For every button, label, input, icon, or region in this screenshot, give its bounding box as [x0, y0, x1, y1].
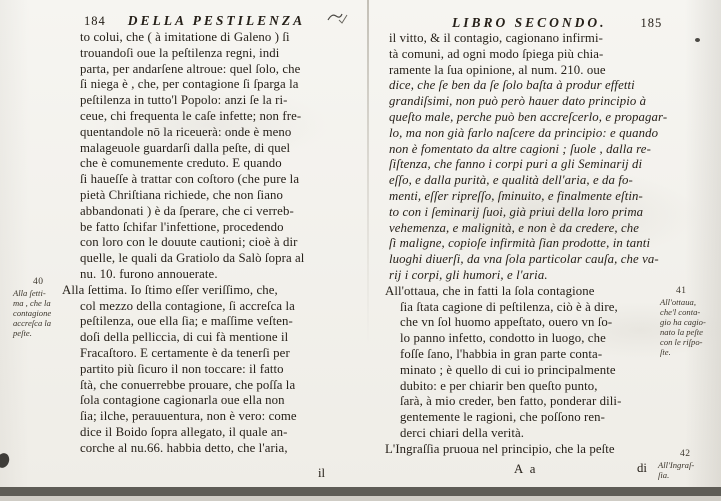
gutter-crease [367, 0, 369, 345]
text-line: che è comunemente creduto. E quando [80, 156, 282, 171]
text-line: lo panno infetto, condotto in luogo, che [400, 331, 606, 346]
margin-note-number: 40 [33, 277, 44, 287]
text-line: tà comuni, ad ogni modo ſpiega più chia- [389, 46, 604, 61]
text-line: quelle, le quali da Gratiolo da Salò ſopra al [80, 251, 305, 266]
text-line: Alla ſettima. Io ſtimo eſſer veriſſimo, che, [62, 282, 278, 297]
signature-mark: A a [514, 462, 538, 476]
catchword-left: il [318, 466, 326, 480]
text-line: il vitto, & il contagio, cagionano infirmi- [389, 31, 603, 45]
running-head-right [452, 15, 662, 31]
page-number-left: 184 [84, 14, 106, 28]
text-line: ſi niega è , che, per contagione ſi ſparga la [80, 77, 299, 92]
margin-note-40 [13, 277, 73, 338]
text-line: ſola contagione cagionarla oue ella non [80, 393, 285, 408]
text-line: ſia. [658, 470, 670, 480]
text-line: All'ottaua, che in fatti la ſola contagione [385, 283, 595, 298]
text-line: quentandole nō la riceuerà: onde è meno [80, 124, 292, 139]
text-line: nato la peſte [660, 327, 703, 337]
check-mark [338, 14, 348, 24]
text-line: L'Ingraſſia pruoua nel principio, che la peſte [385, 441, 615, 456]
text-line: ſtà, che conuerrebbe prouare, che poſſa la [80, 377, 296, 392]
text-line: All'ottaua, [660, 297, 696, 307]
text-line: derci chiari della verità. [400, 425, 525, 440]
text-line: malageuole guardarſi dalla peſte, di quel [80, 140, 291, 155]
text-line: ſarà, à mio creder, ben fatto, ponderar dili- [400, 394, 622, 409]
margin-note-number: 42 [680, 449, 691, 459]
running-head-title-right: LIBRO SECONDO. [452, 15, 607, 30]
margin-note-text [658, 460, 718, 480]
text-line: luoghi diuerſi, da vna ſola particolar cauſa, che va- [389, 252, 659, 267]
text-line: dice il Boido ſopra allegato, il quale an- [80, 424, 288, 439]
body-text-left [60, 30, 362, 457]
margin-note-number: 41 [676, 286, 687, 296]
text-line: ſte. [660, 347, 671, 357]
text-line: dubito: e per chiarir ben queſto punto, [400, 378, 598, 393]
text-line: accreſca la [13, 318, 52, 328]
text-line: grandiſsimi, non può però hauer dato principio à [389, 94, 647, 109]
text-line: be fatto ſchifar l'infettione, procedendo [80, 219, 284, 234]
text-line: Alla ſetti- [13, 288, 46, 298]
text-line: che vn ſol huomo appeſtato, ouero vn ſo- [400, 315, 613, 330]
text-line: ſia ſtata cagione di peſtilenza, ciò è à dire, [400, 299, 618, 314]
scan-background-strip [0, 496, 721, 501]
catchword-right: di [637, 461, 647, 475]
text-line: ſia; ilche, perauuentura, non è vero: come [80, 409, 297, 424]
text-line: ma , che la [13, 298, 51, 308]
text-line: contagione [13, 308, 52, 318]
page-edge-shadow [0, 487, 721, 496]
text-line: ſiſtenza, che fanno i corpi puri a gli Seminarij di [389, 157, 643, 172]
running-head-left [84, 13, 305, 29]
text-line: peſtilenza, oue ella ſia; e maſſime veſten- [80, 314, 293, 329]
text-line: che'l conta- [660, 307, 701, 317]
running-head-title-left: DELLA PESTILENZA [127, 13, 306, 28]
text-line: ſì maligne, copioſe infirmità ſian prodotte, in tanti [389, 236, 651, 251]
text-line: parta, per andarſene altroue: quel ſolo, che [80, 61, 301, 76]
text-line: to colui, che ( à imitatione di Galeno ) ſi [80, 30, 290, 44]
text-line: queſto male, perche può ben accreſcerlo, e propagar- [389, 109, 668, 124]
margin-note-42 [658, 449, 718, 480]
text-line: vehemenza, e malignità, e non è da credere, che [389, 220, 640, 235]
margin-note-text [660, 297, 718, 357]
text-line: rij i corpi, gli humori, e l'aria. [389, 267, 548, 282]
text-line: ceue, chi frequenta le caſe infette; non fre- [80, 108, 302, 123]
text-line: gio ha cagio- [660, 317, 706, 327]
text-line: non è fomentato da altre cagioni ; ſuole , dalla re- [389, 141, 651, 156]
text-line: con le riſpo- [660, 337, 703, 347]
text-line: col mezzo della contagione, ſi accreſca la [80, 298, 295, 313]
text-line: peſte. [13, 328, 32, 338]
text-line: lo, ma non già farlo naſcere da principio: e quando [389, 125, 659, 140]
text-line: partito più ſicuro il non toccare: il fatto [80, 361, 284, 376]
text-line: nu. 10. furono annouerate. [80, 266, 218, 281]
text-line: pietà Chriſtiana richiede, che non ſiano [80, 187, 283, 202]
ink-dot [695, 38, 700, 42]
text-line: doſi della pelliccia, di cui fà mentione il [80, 330, 289, 345]
margin-note-text [13, 288, 73, 338]
text-line: ramente la ſua opinione, al num. 210. oue [389, 62, 606, 77]
text-line: con loro con le douute cautioni; cioè à dir [80, 235, 298, 250]
text-line: All'Ingraſ- [658, 460, 695, 470]
text-line: to con i ſeminarij ſuoi, già priui della loro prima [389, 204, 644, 219]
text-line: dice, che ſe ben da ſe ſolo baſta à produr effetti [389, 78, 635, 93]
ink-blot [0, 451, 11, 469]
text-line: corche al nu.66. habbia detto, che l'aria, [80, 440, 288, 455]
text-line: ſi haueſſe à trattar con coſtoro (che pure la [80, 172, 300, 187]
text-line: menti, eſſer ripreſſo, ſminuito, e finalmente eſtin- [389, 188, 643, 203]
page-number-right: 185 [640, 16, 663, 30]
text-line: Fracaſtoro. E certamente è da tenerſi per [80, 345, 290, 360]
text-line: foſſe ſano, l'habbia in gran parte conta- [400, 346, 603, 361]
text-line: peſtilenza in tutto'l Popolo: anzi ſe la ri- [80, 93, 288, 108]
text-line: eſſo, e dalla purità, e qualità dell'aria, e da fo- [389, 173, 633, 188]
text-line: gentemente le ragioni, che poſſono ren- [400, 410, 606, 425]
text-line: abbandonati ) è da ſperare, che ci verreb- [80, 203, 294, 218]
text-line: minato ; è quello di cui io principalmente [400, 362, 616, 377]
body-text-right [385, 31, 671, 458]
margin-note-41 [660, 286, 718, 357]
text-line: trouandoſi oue la peſtilenza regni, indi [80, 45, 280, 60]
